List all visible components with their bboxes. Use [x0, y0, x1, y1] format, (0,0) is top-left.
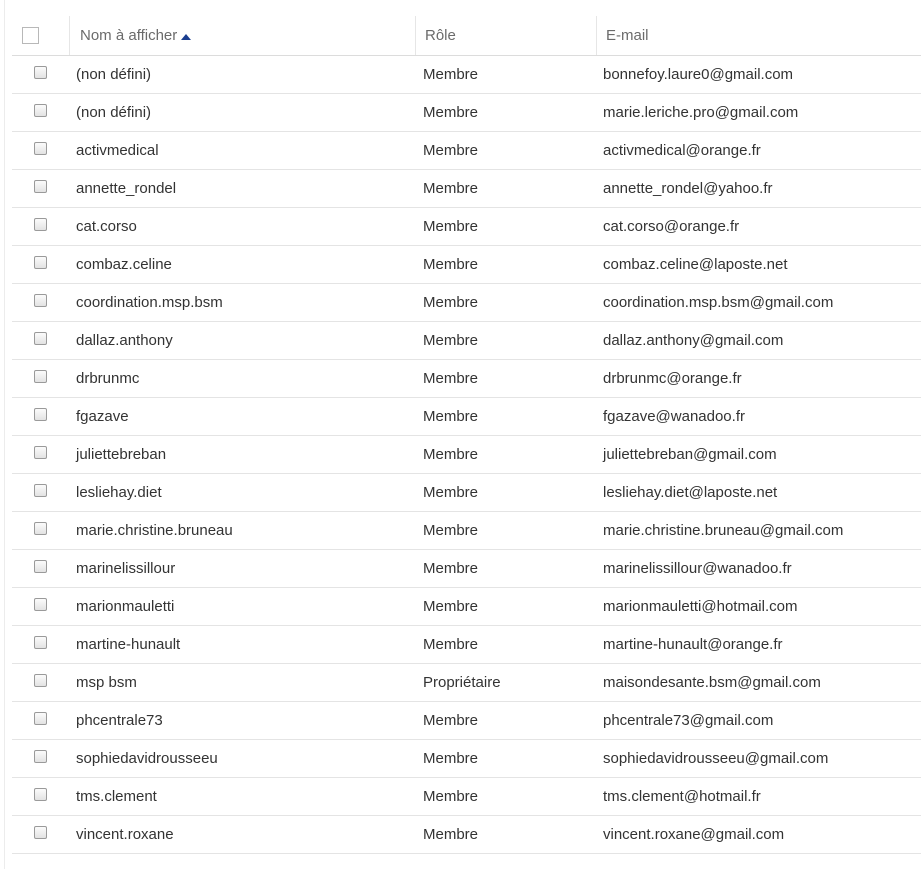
row-select-cell [12, 398, 69, 435]
column-header-email[interactable] [596, 16, 921, 55]
column-header-role-label: Rôle [425, 27, 456, 44]
cell-role: Membre [423, 370, 479, 387]
row-select-cell [12, 702, 69, 739]
cell-email: marie.christine.bruneau@gmail.com [603, 522, 844, 539]
cell-display-name: cat.corso [76, 218, 137, 235]
cell-display-name: phcentrale73 [76, 712, 163, 729]
table-row[interactable] [12, 398, 921, 436]
cell-display-name: coordination.msp.bsm [76, 294, 223, 311]
table-row[interactable] [12, 56, 921, 94]
table-row[interactable] [12, 94, 921, 132]
cell-display-name: drbrunmc [76, 370, 140, 387]
table-row[interactable] [12, 702, 921, 740]
row-checkbox[interactable] [34, 218, 47, 231]
cell-email: bonnefoy.laure0@gmail.com [603, 66, 794, 83]
row-checkbox[interactable] [34, 332, 47, 345]
cell-role: Membre [423, 332, 479, 349]
row-select-cell [12, 474, 69, 511]
row-select-cell [12, 740, 69, 777]
table-row[interactable] [12, 512, 921, 550]
row-checkbox[interactable] [34, 446, 47, 459]
table-row[interactable] [12, 740, 921, 778]
cell-role: Propriétaire [423, 674, 501, 691]
row-select-cell [12, 626, 69, 663]
row-checkbox[interactable] [34, 370, 47, 383]
row-select-cell [12, 132, 69, 169]
cell-display-name: marie.christine.bruneau [76, 522, 233, 539]
row-select-cell [12, 816, 69, 853]
cell-display-name: marinelissillour [76, 560, 176, 577]
table-row[interactable] [12, 208, 921, 246]
cell-role: Membre [423, 636, 479, 653]
row-select-cell [12, 360, 69, 397]
table-row[interactable] [12, 246, 921, 284]
row-checkbox[interactable] [34, 484, 47, 497]
cell-email: vincent.roxane@gmail.com [603, 826, 785, 843]
cell-email: phcentrale73@gmail.com [603, 712, 774, 729]
row-checkbox[interactable] [34, 180, 47, 193]
row-select-cell [12, 94, 69, 131]
members-table [12, 16, 921, 854]
cell-email: marinelissillour@wanadoo.fr [603, 560, 792, 577]
column-header-role[interactable] [415, 16, 596, 55]
cell-role: Membre [423, 788, 479, 805]
cell-email: dallaz.anthony@gmail.com [603, 332, 784, 349]
cell-display-name: (non défini) [76, 66, 152, 83]
row-select-cell [12, 322, 69, 359]
row-checkbox[interactable] [34, 598, 47, 611]
cell-display-name: activmedical [76, 142, 159, 159]
cell-display-name: combaz.celine [76, 256, 172, 273]
cell-role: Membre [423, 750, 479, 767]
table-row[interactable] [12, 550, 921, 588]
column-header-email-label: E-mail [606, 27, 649, 44]
cell-role: Membre [423, 180, 479, 197]
row-select-cell [12, 208, 69, 245]
row-select-cell [12, 436, 69, 473]
row-select-cell [12, 170, 69, 207]
cell-display-name: annette_rondel [76, 180, 177, 197]
select-all-checkbox[interactable] [22, 27, 39, 44]
cell-role: Membre [423, 218, 479, 235]
row-checkbox[interactable] [34, 408, 47, 421]
cell-email: marionmauletti@hotmail.com [603, 598, 798, 615]
row-checkbox[interactable] [34, 522, 47, 535]
cell-email: cat.corso@orange.fr [603, 218, 740, 235]
cell-email: annette_rondel@yahoo.fr [603, 180, 773, 197]
cell-display-name: fgazave [76, 408, 129, 425]
cell-email: drbrunmc@orange.fr [603, 370, 742, 387]
cell-email: maisondesante.bsm@gmail.com [603, 674, 821, 691]
cell-role: Membre [423, 522, 479, 539]
cell-display-name: marionmauletti [76, 598, 175, 615]
cell-display-name: lesliehay.diet [76, 484, 162, 501]
row-checkbox[interactable] [34, 712, 47, 725]
row-checkbox[interactable] [34, 142, 47, 155]
cell-role: Membre [423, 712, 479, 729]
row-checkbox[interactable] [34, 294, 47, 307]
cell-role: Membre [423, 294, 479, 311]
cell-email: lesliehay.diet@laposte.net [603, 484, 778, 501]
row-checkbox[interactable] [34, 560, 47, 573]
table-row[interactable] [12, 474, 921, 512]
table-row[interactable] [12, 132, 921, 170]
row-checkbox[interactable] [34, 104, 47, 117]
header-select-all-cell [12, 16, 69, 55]
row-checkbox[interactable] [34, 66, 47, 79]
row-checkbox[interactable] [34, 636, 47, 649]
cell-role: Membre [423, 66, 479, 83]
table-header [12, 16, 921, 56]
row-select-cell [12, 246, 69, 283]
table-row[interactable] [12, 588, 921, 626]
cell-role: Membre [423, 446, 479, 463]
column-header-name[interactable] [69, 16, 415, 55]
cell-display-name: martine-hunault [76, 636, 181, 653]
cell-role: Membre [423, 256, 479, 273]
cell-email: juliettebreban@gmail.com [603, 446, 777, 463]
cell-role: Membre [423, 560, 479, 577]
row-select-cell [12, 588, 69, 625]
row-select-cell [12, 664, 69, 701]
row-checkbox[interactable] [34, 788, 47, 801]
table-row[interactable] [12, 436, 921, 474]
cell-role: Membre [423, 104, 479, 121]
sort-ascending-icon [181, 34, 191, 40]
table-row[interactable] [12, 170, 921, 208]
cell-role: Membre [423, 598, 479, 615]
column-header-name-label: Nom à afficher [80, 27, 178, 44]
cell-email: sophiedavidrousseeu@gmail.com [603, 750, 829, 767]
cell-display-name: (non défini) [76, 104, 152, 121]
cell-email: martine-hunault@orange.fr [603, 636, 783, 653]
page-left-border [4, 0, 5, 869]
cell-email: tms.clement@hotmail.fr [603, 788, 761, 805]
table-row[interactable] [12, 360, 921, 398]
cell-display-name: sophiedavidrousseeu [76, 750, 218, 767]
cell-display-name: tms.clement [76, 788, 157, 805]
row-checkbox[interactable] [34, 674, 47, 687]
row-select-cell [12, 550, 69, 587]
cell-email: fgazave@wanadoo.fr [603, 408, 745, 425]
row-select-cell [12, 284, 69, 321]
cell-email: coordination.msp.bsm@gmail.com [603, 294, 834, 311]
table-row[interactable] [12, 284, 921, 322]
table-row[interactable] [12, 816, 921, 854]
cell-email: activmedical@orange.fr [603, 142, 761, 159]
cell-display-name: dallaz.anthony [76, 332, 173, 349]
row-checkbox[interactable] [34, 826, 47, 839]
cell-display-name: vincent.roxane [76, 826, 174, 843]
table-row[interactable] [12, 626, 921, 664]
row-select-cell [12, 56, 69, 93]
cell-email: combaz.celine@laposte.net [603, 256, 788, 273]
cell-role: Membre [423, 142, 479, 159]
cell-role: Membre [423, 484, 479, 501]
table-row[interactable] [12, 664, 921, 702]
row-select-cell [12, 778, 69, 815]
cell-display-name: msp bsm [76, 674, 137, 691]
row-checkbox[interactable] [34, 256, 47, 269]
row-checkbox[interactable] [34, 750, 47, 763]
table-body [12, 56, 921, 854]
cell-role: Membre [423, 408, 479, 425]
cell-display-name: juliettebreban [76, 446, 167, 463]
table-row[interactable] [12, 322, 921, 360]
cell-email: marie.leriche.pro@gmail.com [603, 104, 799, 121]
cell-role: Membre [423, 826, 479, 843]
row-select-cell [12, 512, 69, 549]
table-row[interactable] [12, 778, 921, 816]
